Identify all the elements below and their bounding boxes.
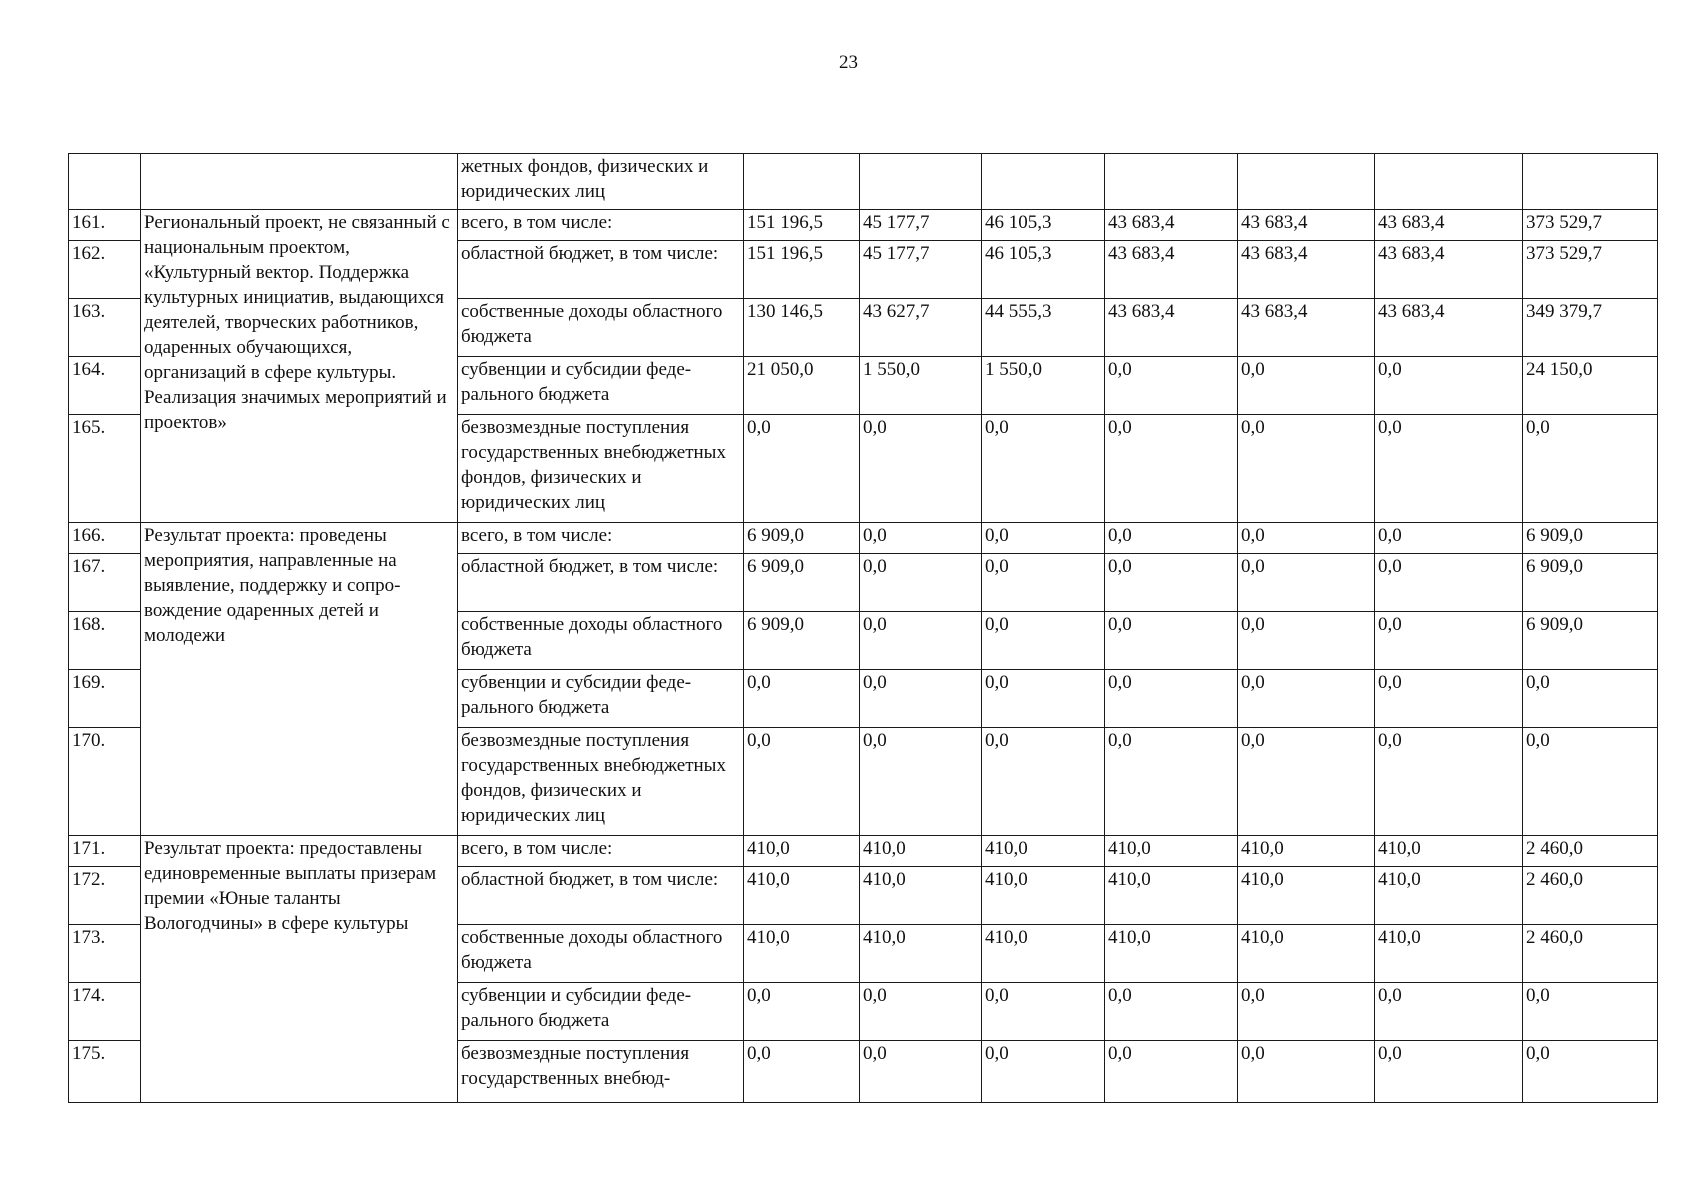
value-cell: 0,0 [1523, 1041, 1658, 1103]
row-number-cell: 168. [69, 612, 141, 670]
value-cell: 349 379,7 [1523, 299, 1658, 357]
value-cell: 410,0 [860, 836, 982, 867]
value-cell: 0,0 [1375, 523, 1523, 554]
value-cell: 2 460,0 [1523, 867, 1658, 925]
row-number-cell: 162. [69, 241, 141, 299]
row-number-cell: 164. [69, 357, 141, 415]
value-cell: 43 683,4 [1105, 241, 1238, 299]
value-cell: 0,0 [982, 1041, 1105, 1103]
value-cell: 0,0 [860, 415, 982, 523]
value-cell: 130 146,5 [744, 299, 860, 357]
funding-source-cell: субвенции и субсидии федерального бюджета [458, 983, 744, 1041]
row-number-cell: 161. [69, 210, 141, 241]
value-cell: 0,0 [1375, 983, 1523, 1041]
value-cell: 0,0 [1105, 357, 1238, 415]
value-cell [1105, 154, 1238, 210]
value-cell: 0,0 [1375, 357, 1523, 415]
value-cell: 43 683,4 [1375, 210, 1523, 241]
value-cell: 43 627,7 [860, 299, 982, 357]
value-cell: 0,0 [1238, 357, 1375, 415]
value-cell [744, 154, 860, 210]
value-cell: 0,0 [1238, 670, 1375, 728]
row-number-cell [69, 154, 141, 210]
value-cell: 410,0 [1238, 867, 1375, 925]
funding-source-cell: областной бюджет, в том числе: [458, 241, 744, 299]
value-cell: 0,0 [982, 554, 1105, 612]
value-cell: 410,0 [1105, 867, 1238, 925]
value-cell [860, 154, 982, 210]
value-cell: 410,0 [860, 867, 982, 925]
value-cell: 0,0 [982, 670, 1105, 728]
value-cell: 0,0 [1105, 728, 1238, 836]
funding-source-cell: собственные доходы областного бюджета [458, 925, 744, 983]
value-cell: 0,0 [982, 523, 1105, 554]
funding-source-cell: собственные доходы областного бюджета [458, 299, 744, 357]
value-cell: 0,0 [860, 612, 982, 670]
value-cell: 6 909,0 [1523, 554, 1658, 612]
value-cell: 0,0 [982, 415, 1105, 523]
value-cell: 410,0 [1375, 925, 1523, 983]
value-cell: 43 683,4 [1238, 299, 1375, 357]
value-cell: 46 105,3 [982, 210, 1105, 241]
value-cell: 410,0 [1375, 836, 1523, 867]
value-cell: 0,0 [1105, 523, 1238, 554]
value-cell: 410,0 [982, 836, 1105, 867]
continuation-row [69, 154, 1658, 210]
value-cell [982, 154, 1105, 210]
value-cell: 410,0 [982, 925, 1105, 983]
value-cell: 43 683,4 [1375, 299, 1523, 357]
funding-source-cell: областной бюджет, в том числе: [458, 554, 744, 612]
funding-source-cell: безвозмездные поступления государственных внебюджетных фондов, физических и юридических лиц [458, 728, 744, 836]
value-cell: 0,0 [1238, 728, 1375, 836]
value-cell: 0,0 [1105, 1041, 1238, 1103]
value-cell: 0,0 [1238, 612, 1375, 670]
row-number-cell: 173. [69, 925, 141, 983]
value-cell: 151 196,5 [744, 241, 860, 299]
value-cell: 410,0 [744, 925, 860, 983]
row-number-cell: 171. [69, 836, 141, 867]
value-cell: 0,0 [1105, 670, 1238, 728]
value-cell: 410,0 [1105, 836, 1238, 867]
value-cell: 410,0 [1238, 925, 1375, 983]
value-cell: 0,0 [860, 983, 982, 1041]
funding-source-cell: безвозмездные поступления государственных внебюджетных фондов, физических и юридических лиц [458, 415, 744, 523]
row-number-cell: 167. [69, 554, 141, 612]
value-cell [1523, 154, 1658, 210]
value-cell: 410,0 [1105, 925, 1238, 983]
value-cell: 43 683,4 [1238, 210, 1375, 241]
value-cell: 6 909,0 [1523, 612, 1658, 670]
value-cell: 24 150,0 [1523, 357, 1658, 415]
row-number-cell: 170. [69, 728, 141, 836]
value-cell: 0,0 [860, 554, 982, 612]
funding-source-cell: субвенции и субсидии федерального бюджета [458, 357, 744, 415]
funding-source-cell: всего, в том числе: [458, 210, 744, 241]
value-cell: 0,0 [860, 1041, 982, 1103]
row-number-cell: 169. [69, 670, 141, 728]
value-cell: 0,0 [982, 612, 1105, 670]
value-cell: 44 555,3 [982, 299, 1105, 357]
value-cell: 0,0 [1375, 415, 1523, 523]
value-cell: 6 909,0 [744, 554, 860, 612]
value-cell: 45 177,7 [860, 210, 982, 241]
value-cell: 43 683,4 [1105, 210, 1238, 241]
value-cell: 0,0 [1238, 415, 1375, 523]
value-cell: 0,0 [1375, 554, 1523, 612]
table-row [69, 210, 1658, 241]
value-cell: 21 050,0 [744, 357, 860, 415]
value-cell: 373 529,7 [1523, 241, 1658, 299]
funding-source-cell: областной бюджет, в том числе: [458, 867, 744, 925]
row-number-cell: 172. [69, 867, 141, 925]
value-cell: 2 460,0 [1523, 836, 1658, 867]
value-cell: 0,0 [860, 523, 982, 554]
value-cell: 0,0 [860, 670, 982, 728]
funding-source-cell: собственные доходы областного бюджета [458, 612, 744, 670]
value-cell: 410,0 [744, 867, 860, 925]
value-cell: 43 683,4 [1238, 241, 1375, 299]
value-cell: 0,0 [1238, 554, 1375, 612]
value-cell: 2 460,0 [1523, 925, 1658, 983]
budget-table [68, 153, 1658, 1103]
value-cell: 0,0 [744, 728, 860, 836]
value-cell: 410,0 [1238, 836, 1375, 867]
value-cell: 0,0 [1523, 415, 1658, 523]
value-cell: 0,0 [982, 983, 1105, 1041]
row-number-cell: 174. [69, 983, 141, 1041]
value-cell: 410,0 [1375, 867, 1523, 925]
value-cell: 1 550,0 [982, 357, 1105, 415]
value-cell: 0,0 [1523, 728, 1658, 836]
value-cell: 0,0 [860, 728, 982, 836]
funding-source-cell: субвенции и субсидии федерального бюджета [458, 670, 744, 728]
value-cell: 0,0 [744, 415, 860, 523]
value-cell: 46 105,3 [982, 241, 1105, 299]
value-cell: 43 683,4 [1375, 241, 1523, 299]
table-row [69, 523, 1658, 554]
value-cell: 0,0 [1375, 670, 1523, 728]
value-cell: 6 909,0 [1523, 523, 1658, 554]
value-cell: 45 177,7 [860, 241, 982, 299]
value-cell: 0,0 [1375, 728, 1523, 836]
value-cell [1238, 154, 1375, 210]
project-name-cell: Региональный проект, не связанный с национальным проектом, «Культурный вектор. Поддержка культурных инициатив, выдающихся деятелей, творческих работников, одаренных обучающихся, организаций в сфере культуры. Реализация значимых мероприятий и проектов» [141, 210, 458, 523]
value-cell: 0,0 [1375, 612, 1523, 670]
value-cell: 0,0 [744, 1041, 860, 1103]
project-cell [141, 154, 458, 210]
value-cell: 0,0 [1375, 1041, 1523, 1103]
value-cell: 6 909,0 [744, 523, 860, 554]
value-cell: 0,0 [744, 670, 860, 728]
value-cell: 151 196,5 [744, 210, 860, 241]
project-name-cell: Результат проекта: предоставлены единовременные выплаты призерам премии «Юные таланты Вологодчины» в сфере культуры [141, 836, 458, 1103]
funding-source-cell: всего, в том числе: [458, 523, 744, 554]
row-number-cell: 165. [69, 415, 141, 523]
value-cell: 1 550,0 [860, 357, 982, 415]
value-cell: 0,0 [1238, 983, 1375, 1041]
value-cell: 0,0 [1238, 1041, 1375, 1103]
value-cell: 0,0 [1105, 415, 1238, 523]
value-cell [1375, 154, 1523, 210]
project-name-cell: Результат проекта: проведены мероприятия, направленные на выявление, поддержку и сопровождение одаренных детей и молодежи [141, 523, 458, 836]
value-cell: 0,0 [1523, 983, 1658, 1041]
value-cell: 0,0 [744, 983, 860, 1041]
value-cell: 0,0 [1105, 554, 1238, 612]
value-cell: 0,0 [1523, 670, 1658, 728]
value-cell: 373 529,7 [1523, 210, 1658, 241]
value-cell: 410,0 [744, 836, 860, 867]
value-cell: 43 683,4 [1105, 299, 1238, 357]
value-cell: 410,0 [860, 925, 982, 983]
row-number-cell: 175. [69, 1041, 141, 1103]
page-number: 23 [839, 52, 858, 73]
table-row [69, 836, 1658, 867]
value-cell: 0,0 [1105, 612, 1238, 670]
row-number-cell: 166. [69, 523, 141, 554]
value-cell: 410,0 [982, 867, 1105, 925]
value-cell: 0,0 [1105, 983, 1238, 1041]
funding-source-cell: всего, в том числе: [458, 836, 744, 867]
row-number-cell: 163. [69, 299, 141, 357]
value-cell: 0,0 [982, 728, 1105, 836]
funding-source-cell: безвозмездные поступления государственных внебюд- [458, 1041, 744, 1103]
value-cell: 0,0 [1238, 523, 1375, 554]
value-cell: 6 909,0 [744, 612, 860, 670]
source-cell: жетных фондов, физических и юридических лиц [458, 154, 744, 210]
